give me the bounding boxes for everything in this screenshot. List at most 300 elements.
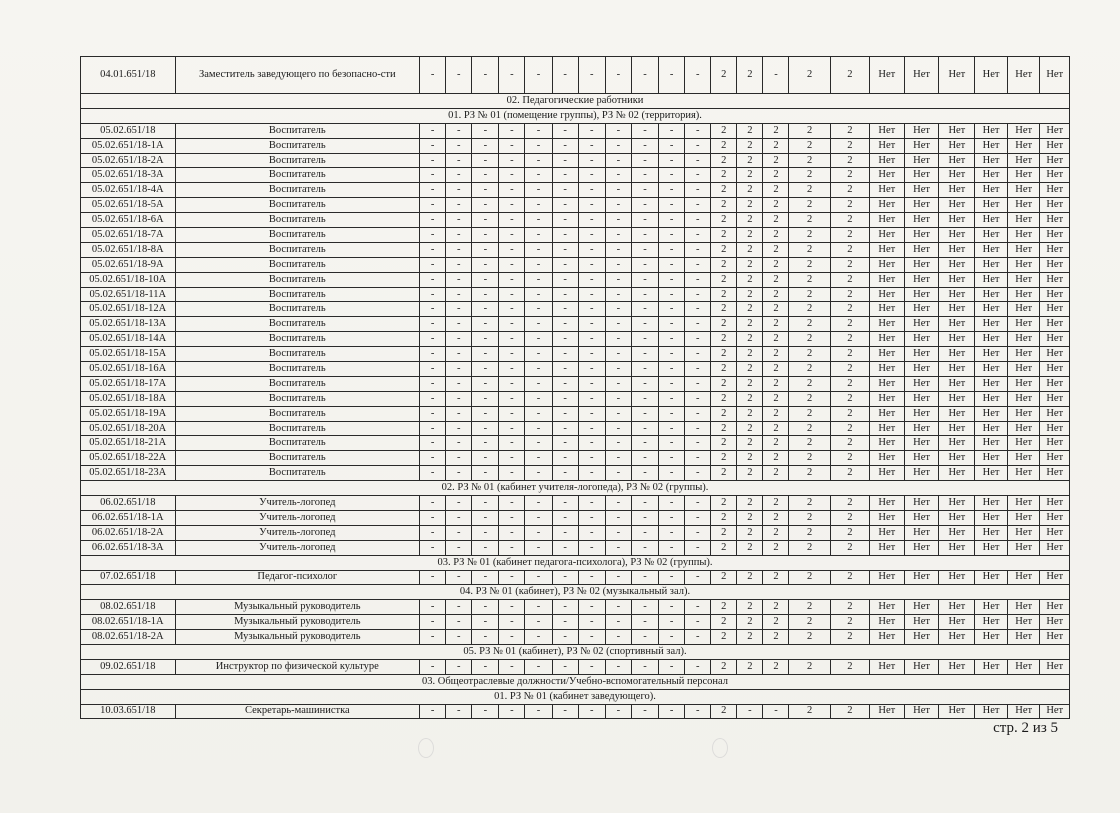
row-code: 05.02.651/18-11А — [81, 287, 176, 302]
value-cell: 2 — [830, 421, 869, 436]
value-cell: 2 — [830, 436, 869, 451]
value-cell: - — [499, 362, 525, 377]
value-cell: Нет — [975, 704, 1008, 719]
table-row — [81, 362, 1070, 377]
value-cell: - — [605, 347, 631, 362]
value-cell: - — [552, 466, 578, 481]
table-row — [81, 510, 1070, 525]
value-cell: Нет — [975, 228, 1008, 243]
table-row — [81, 376, 1070, 391]
value-cell: - — [446, 332, 472, 347]
value-cell: - — [552, 332, 578, 347]
value-cell: - — [472, 183, 499, 198]
row-title: Воспитатель — [175, 376, 420, 391]
value-cell: Нет — [869, 704, 904, 719]
value-cell: - — [525, 376, 552, 391]
value-cell: - — [578, 630, 605, 645]
value-cell: 2 — [711, 317, 737, 332]
value-cell: Нет — [1040, 57, 1070, 94]
value-cell: 2 — [789, 376, 830, 391]
value-cell: - — [420, 362, 446, 377]
value-cell: - — [499, 198, 525, 213]
value-cell: - — [685, 570, 711, 585]
row-title: Воспитатель — [175, 332, 420, 347]
value-cell: - — [631, 451, 658, 466]
value-cell: - — [472, 302, 499, 317]
value-cell: - — [525, 332, 552, 347]
value-cell: - — [552, 168, 578, 183]
value-cell: - — [659, 168, 685, 183]
value-cell: - — [552, 183, 578, 198]
value-cell: 2 — [737, 600, 763, 615]
table-row — [81, 436, 1070, 451]
value-cell: - — [631, 257, 658, 272]
value-cell: 2 — [711, 153, 737, 168]
value-cell: - — [659, 198, 685, 213]
value-cell: 2 — [763, 257, 789, 272]
value-cell: - — [420, 302, 446, 317]
value-cell: Нет — [1040, 302, 1070, 317]
value-cell: Нет — [904, 183, 939, 198]
value-cell: - — [685, 168, 711, 183]
value-cell: Нет — [1040, 123, 1070, 138]
value-cell: - — [578, 436, 605, 451]
value-cell: - — [446, 496, 472, 511]
value-cell: Нет — [939, 123, 975, 138]
value-cell: - — [499, 376, 525, 391]
value-cell: - — [659, 451, 685, 466]
value-cell: - — [446, 704, 472, 719]
row-code: 05.02.651/18-10А — [81, 272, 176, 287]
value-cell: - — [578, 183, 605, 198]
value-cell: - — [552, 376, 578, 391]
value-cell: 2 — [830, 615, 869, 630]
value-cell: - — [578, 317, 605, 332]
value-cell: Нет — [904, 332, 939, 347]
table-row — [81, 466, 1070, 481]
value-cell: - — [659, 630, 685, 645]
value-cell: - — [631, 123, 658, 138]
value-cell: 2 — [789, 510, 830, 525]
value-cell: - — [631, 615, 658, 630]
value-cell: Нет — [1007, 272, 1040, 287]
value-cell: - — [420, 57, 446, 94]
value-cell: Нет — [869, 496, 904, 511]
value-cell: - — [605, 183, 631, 198]
value-cell: Нет — [975, 376, 1008, 391]
value-cell: - — [578, 704, 605, 719]
value-cell: Нет — [1040, 540, 1070, 555]
value-cell: - — [578, 391, 605, 406]
value-cell: 2 — [763, 242, 789, 257]
value-cell: - — [659, 600, 685, 615]
value-cell: Нет — [975, 406, 1008, 421]
value-cell: - — [552, 496, 578, 511]
row-code: 05.02.651/18-15А — [81, 347, 176, 362]
value-cell: 2 — [737, 376, 763, 391]
value-cell: - — [499, 451, 525, 466]
value-cell: 2 — [711, 376, 737, 391]
value-cell: Нет — [904, 362, 939, 377]
value-cell: - — [446, 436, 472, 451]
value-cell: 2 — [763, 332, 789, 347]
value-cell: - — [420, 540, 446, 555]
value-cell: Нет — [975, 183, 1008, 198]
value-cell: - — [499, 406, 525, 421]
value-cell: 2 — [737, 421, 763, 436]
value-cell: 2 — [763, 347, 789, 362]
value-cell: 2 — [711, 57, 737, 94]
value-cell: 2 — [830, 138, 869, 153]
section-title: 03. РЗ № 01 (кабинет педагога-психолога), РЗ № 02 (группы). — [81, 555, 1070, 570]
value-cell: - — [420, 615, 446, 630]
value-cell: Нет — [904, 510, 939, 525]
value-cell: 2 — [830, 332, 869, 347]
value-cell: Нет — [1007, 496, 1040, 511]
value-cell: - — [685, 421, 711, 436]
value-cell: - — [525, 630, 552, 645]
value-cell: - — [685, 362, 711, 377]
value-cell: - — [446, 615, 472, 630]
table-row — [81, 317, 1070, 332]
value-cell: 2 — [711, 391, 737, 406]
value-cell: - — [499, 257, 525, 272]
value-cell: - — [525, 704, 552, 719]
value-cell: 2 — [789, 391, 830, 406]
value-cell: - — [552, 153, 578, 168]
value-cell: - — [446, 287, 472, 302]
row-title: Воспитатель — [175, 391, 420, 406]
value-cell: Нет — [1007, 362, 1040, 377]
row-code: 06.02.651/18-3А — [81, 540, 176, 555]
value-cell: - — [631, 362, 658, 377]
table-row — [81, 332, 1070, 347]
value-cell: - — [685, 615, 711, 630]
value-cell: - — [499, 272, 525, 287]
value-cell: 2 — [711, 466, 737, 481]
value-cell: - — [472, 451, 499, 466]
table-row — [81, 406, 1070, 421]
value-cell: Нет — [939, 436, 975, 451]
row-code: 05.02.651/18-17А — [81, 376, 176, 391]
value-cell: 2 — [737, 347, 763, 362]
value-cell: - — [659, 525, 685, 540]
value-cell: Нет — [904, 436, 939, 451]
value-cell: Нет — [1007, 570, 1040, 585]
scan-mark-left — [418, 738, 434, 758]
value-cell: 2 — [763, 272, 789, 287]
value-cell: - — [525, 391, 552, 406]
value-cell: 2 — [789, 332, 830, 347]
value-cell: Нет — [975, 570, 1008, 585]
row-code: 05.02.651/18-8А — [81, 242, 176, 257]
value-cell: 2 — [830, 406, 869, 421]
value-cell: - — [578, 600, 605, 615]
value-cell: Нет — [1007, 257, 1040, 272]
table-row — [81, 183, 1070, 198]
value-cell: - — [525, 168, 552, 183]
row-title: Воспитатель — [175, 421, 420, 436]
value-cell: - — [552, 659, 578, 674]
value-cell: - — [446, 421, 472, 436]
value-cell: - — [605, 570, 631, 585]
value-cell: Нет — [869, 198, 904, 213]
value-cell: 2 — [711, 615, 737, 630]
value-cell: - — [659, 376, 685, 391]
table-row — [81, 496, 1070, 511]
value-cell: - — [552, 272, 578, 287]
value-cell: 2 — [763, 376, 789, 391]
value-cell: Нет — [869, 287, 904, 302]
value-cell: - — [685, 659, 711, 674]
value-cell: 2 — [789, 406, 830, 421]
row-code: 05.02.651/18-19А — [81, 406, 176, 421]
value-cell: - — [578, 510, 605, 525]
value-cell: Нет — [1007, 183, 1040, 198]
value-cell: Нет — [939, 332, 975, 347]
value-cell: Нет — [1040, 317, 1070, 332]
value-cell: Нет — [1040, 421, 1070, 436]
value-cell: Нет — [904, 198, 939, 213]
value-cell: - — [420, 168, 446, 183]
value-cell: Нет — [869, 257, 904, 272]
value-cell: 2 — [737, 510, 763, 525]
value-cell: - — [472, 332, 499, 347]
value-cell: - — [552, 287, 578, 302]
value-cell: - — [605, 168, 631, 183]
value-cell: - — [525, 570, 552, 585]
value-cell: - — [685, 347, 711, 362]
value-cell: - — [685, 332, 711, 347]
row-code: 05.02.651/18-6А — [81, 213, 176, 228]
row-code: 05.02.651/18-23А — [81, 466, 176, 481]
value-cell: 2 — [763, 615, 789, 630]
value-cell: - — [631, 138, 658, 153]
value-cell: - — [605, 123, 631, 138]
value-cell: Нет — [939, 183, 975, 198]
value-cell: - — [472, 272, 499, 287]
value-cell: 2 — [711, 630, 737, 645]
value-cell: 2 — [789, 615, 830, 630]
value-cell: 2 — [789, 272, 830, 287]
value-cell: - — [499, 659, 525, 674]
table-row — [81, 659, 1070, 674]
value-cell: - — [499, 138, 525, 153]
value-cell: - — [659, 570, 685, 585]
value-cell: - — [525, 257, 552, 272]
value-cell: Нет — [939, 540, 975, 555]
value-cell: - — [685, 302, 711, 317]
value-cell: - — [525, 451, 552, 466]
value-cell: - — [737, 704, 763, 719]
value-cell: 2 — [789, 570, 830, 585]
value-cell: - — [631, 704, 658, 719]
value-cell: - — [631, 510, 658, 525]
value-cell: - — [552, 317, 578, 332]
value-cell: - — [685, 183, 711, 198]
value-cell: - — [420, 228, 446, 243]
value-cell: Нет — [1040, 347, 1070, 362]
row-title: Воспитатель — [175, 436, 420, 451]
value-cell: - — [631, 600, 658, 615]
row-code: 06.02.651/18-2А — [81, 525, 176, 540]
value-cell: Нет — [869, 570, 904, 585]
value-cell: - — [659, 123, 685, 138]
value-cell: - — [552, 57, 578, 94]
section-header-row — [81, 585, 1070, 600]
value-cell: Нет — [1040, 436, 1070, 451]
value-cell: Нет — [975, 615, 1008, 630]
value-cell: Нет — [1040, 600, 1070, 615]
value-cell: - — [552, 228, 578, 243]
value-cell: Нет — [1040, 659, 1070, 674]
value-cell: - — [605, 376, 631, 391]
value-cell: Нет — [869, 228, 904, 243]
value-cell: Нет — [869, 332, 904, 347]
value-cell: - — [578, 168, 605, 183]
value-cell: - — [659, 347, 685, 362]
value-cell: - — [631, 198, 658, 213]
value-cell: 2 — [711, 198, 737, 213]
value-cell: Нет — [904, 525, 939, 540]
value-cell: - — [552, 436, 578, 451]
table-row — [81, 123, 1070, 138]
value-cell: - — [446, 451, 472, 466]
value-cell: 2 — [763, 287, 789, 302]
row-code: 05.02.651/18-5А — [81, 198, 176, 213]
value-cell: Нет — [904, 391, 939, 406]
table-row — [81, 228, 1070, 243]
value-cell: - — [631, 242, 658, 257]
value-cell: - — [499, 168, 525, 183]
value-cell: - — [446, 466, 472, 481]
value-cell: - — [499, 704, 525, 719]
value-cell: - — [685, 198, 711, 213]
value-cell: - — [472, 704, 499, 719]
table-row — [81, 272, 1070, 287]
value-cell: - — [552, 570, 578, 585]
value-cell: - — [552, 525, 578, 540]
value-cell: - — [763, 57, 789, 94]
value-cell: - — [552, 391, 578, 406]
value-cell: - — [605, 153, 631, 168]
value-cell: Нет — [1040, 168, 1070, 183]
value-cell: - — [420, 451, 446, 466]
value-cell: Нет — [904, 659, 939, 674]
value-cell: - — [472, 242, 499, 257]
value-cell: - — [525, 540, 552, 555]
value-cell: - — [472, 57, 499, 94]
table-row — [81, 704, 1070, 719]
value-cell: - — [631, 347, 658, 362]
table-row — [81, 138, 1070, 153]
row-title: Педагог-психолог — [175, 570, 420, 585]
value-cell: - — [420, 123, 446, 138]
value-cell: - — [605, 57, 631, 94]
value-cell: Нет — [1007, 228, 1040, 243]
value-cell: - — [685, 272, 711, 287]
value-cell: 2 — [737, 272, 763, 287]
value-cell: 2 — [763, 659, 789, 674]
value-cell: Нет — [939, 466, 975, 481]
value-cell: - — [420, 213, 446, 228]
value-cell: - — [552, 302, 578, 317]
value-cell: Нет — [904, 317, 939, 332]
value-cell: - — [552, 198, 578, 213]
value-cell: - — [446, 138, 472, 153]
value-cell: 2 — [737, 659, 763, 674]
value-cell: Нет — [904, 496, 939, 511]
value-cell: 2 — [763, 406, 789, 421]
row-title: Музыкальный руководитель — [175, 630, 420, 645]
value-cell: - — [525, 510, 552, 525]
row-code: 04.01.651/18 — [81, 57, 176, 94]
row-code: 05.02.651/18-2А — [81, 153, 176, 168]
value-cell: - — [446, 153, 472, 168]
value-cell: Нет — [869, 391, 904, 406]
value-cell: - — [685, 376, 711, 391]
value-cell: - — [605, 317, 631, 332]
table-row — [81, 287, 1070, 302]
table-row — [81, 57, 1070, 94]
value-cell: - — [685, 287, 711, 302]
value-cell: Нет — [1007, 287, 1040, 302]
value-cell: 2 — [763, 213, 789, 228]
value-cell: - — [420, 421, 446, 436]
value-cell: 2 — [830, 257, 869, 272]
value-cell: 2 — [789, 242, 830, 257]
row-title: Воспитатель — [175, 362, 420, 377]
value-cell: 2 — [830, 540, 869, 555]
value-cell: - — [525, 198, 552, 213]
row-title: Воспитатель — [175, 183, 420, 198]
row-code: 05.02.651/18-22А — [81, 451, 176, 466]
value-cell: Нет — [904, 421, 939, 436]
value-cell: Нет — [869, 347, 904, 362]
value-cell: 2 — [789, 213, 830, 228]
row-title: Воспитатель — [175, 228, 420, 243]
value-cell: - — [499, 421, 525, 436]
value-cell: - — [578, 376, 605, 391]
value-cell: 2 — [737, 257, 763, 272]
value-cell: - — [578, 213, 605, 228]
value-cell: Нет — [869, 168, 904, 183]
row-title: Учитель-логопед — [175, 540, 420, 555]
value-cell: - — [499, 496, 525, 511]
value-cell: - — [446, 630, 472, 645]
value-cell: - — [578, 198, 605, 213]
value-cell: - — [525, 496, 552, 511]
value-cell: 2 — [711, 242, 737, 257]
value-cell: - — [685, 317, 711, 332]
table-row — [81, 347, 1070, 362]
value-cell: - — [631, 630, 658, 645]
value-cell: - — [631, 406, 658, 421]
row-code: 05.02.651/18-9А — [81, 257, 176, 272]
value-cell: - — [659, 496, 685, 511]
value-cell: - — [446, 228, 472, 243]
value-cell: 2 — [711, 183, 737, 198]
row-code: 05.02.651/18-7А — [81, 228, 176, 243]
value-cell: Нет — [904, 287, 939, 302]
value-cell: - — [659, 391, 685, 406]
value-cell: 2 — [737, 228, 763, 243]
value-cell: - — [578, 659, 605, 674]
value-cell: Нет — [975, 317, 1008, 332]
value-cell: 2 — [789, 317, 830, 332]
value-cell: Нет — [939, 198, 975, 213]
value-cell: - — [578, 496, 605, 511]
